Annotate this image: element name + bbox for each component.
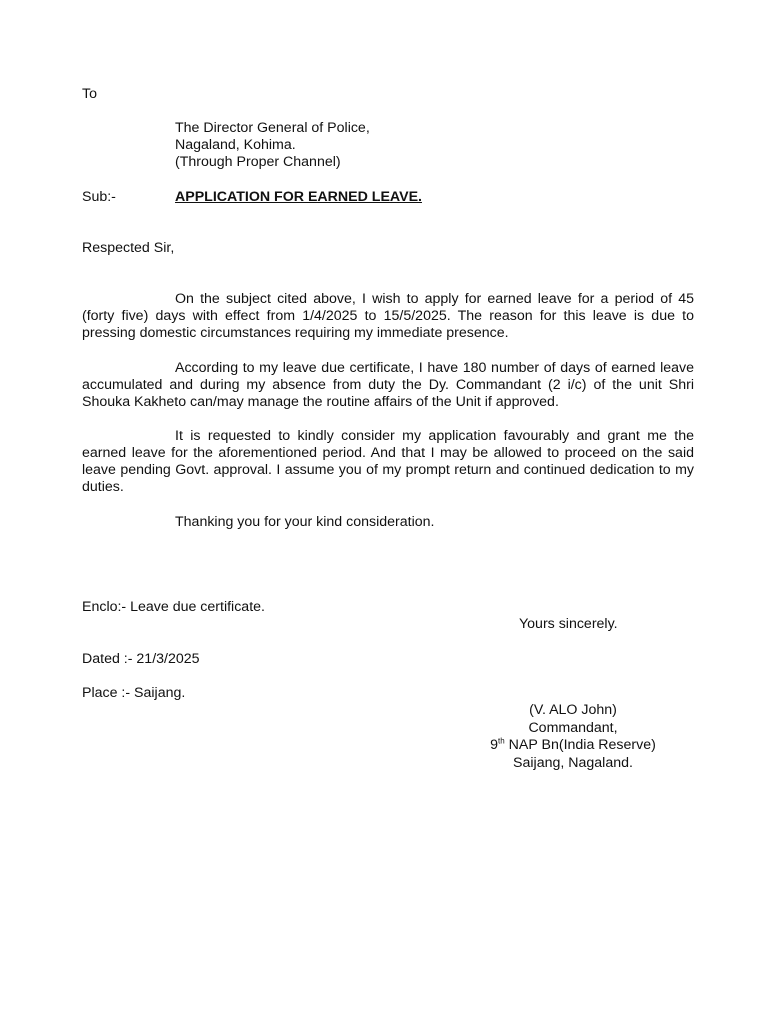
signatory-unit [453, 737, 693, 755]
closing: Yours sincerely. [519, 616, 618, 632]
subject-label: Sub:- [82, 189, 116, 205]
addressee-line-3: (Through Proper Channel) [175, 154, 341, 170]
unit-suffix: th [498, 736, 505, 746]
body-paragraph-2: According to my leave due certificate, I have 180 number of days of earned leave accumulated and during my absence from duty the Dy. Commandant (2 i/c) of the unit Shri Shouka Kakheto can/may manage the routine affairs of the Unit if approved. [82, 360, 694, 410]
subject-text: APPLICATION FOR EARNED LEAVE. [175, 189, 422, 205]
signature-block [453, 702, 693, 772]
signatory-location: Saijang, Nagaland. [513, 754, 633, 771]
place: Place :- Saijang. [82, 685, 186, 701]
salutation: Respected Sir, [82, 240, 175, 256]
dated: Dated :- 21/3/2025 [82, 651, 200, 667]
to-label: To [82, 86, 97, 102]
signatory-designation: Commandant, [528, 719, 618, 736]
unit-number: 9 [490, 737, 499, 753]
body-paragraph-1: On the subject cited above, I wish to apply for earned leave for a period of 45 (forty five) days with effect from 1/4/2025 to 15/5/2025. The reason for this leave is due to pressing domestic circumstances requiring my immediate presence. [82, 291, 694, 341]
body-paragraph-3: It is requested to kindly consider my application favourably and grant me the earned leave for the aforementioned period. And that I may be allowed to proceed on the said leave pending Govt. approval. I assume you of my prompt return and continued dedication to my duties. [82, 428, 694, 495]
addressee-line-1: The Director General of Police, [175, 120, 370, 136]
unit-rest: NAP Bn(India Reserve) [504, 737, 656, 753]
addressee-line-2: Nagaland, Kohima. [175, 137, 296, 153]
body-paragraph-4: Thanking you for your kind consideration. [175, 514, 435, 530]
signatory-name: (V. ALO John) [529, 702, 617, 718]
enclosure: Enclo:- Leave due certificate. [82, 599, 265, 615]
